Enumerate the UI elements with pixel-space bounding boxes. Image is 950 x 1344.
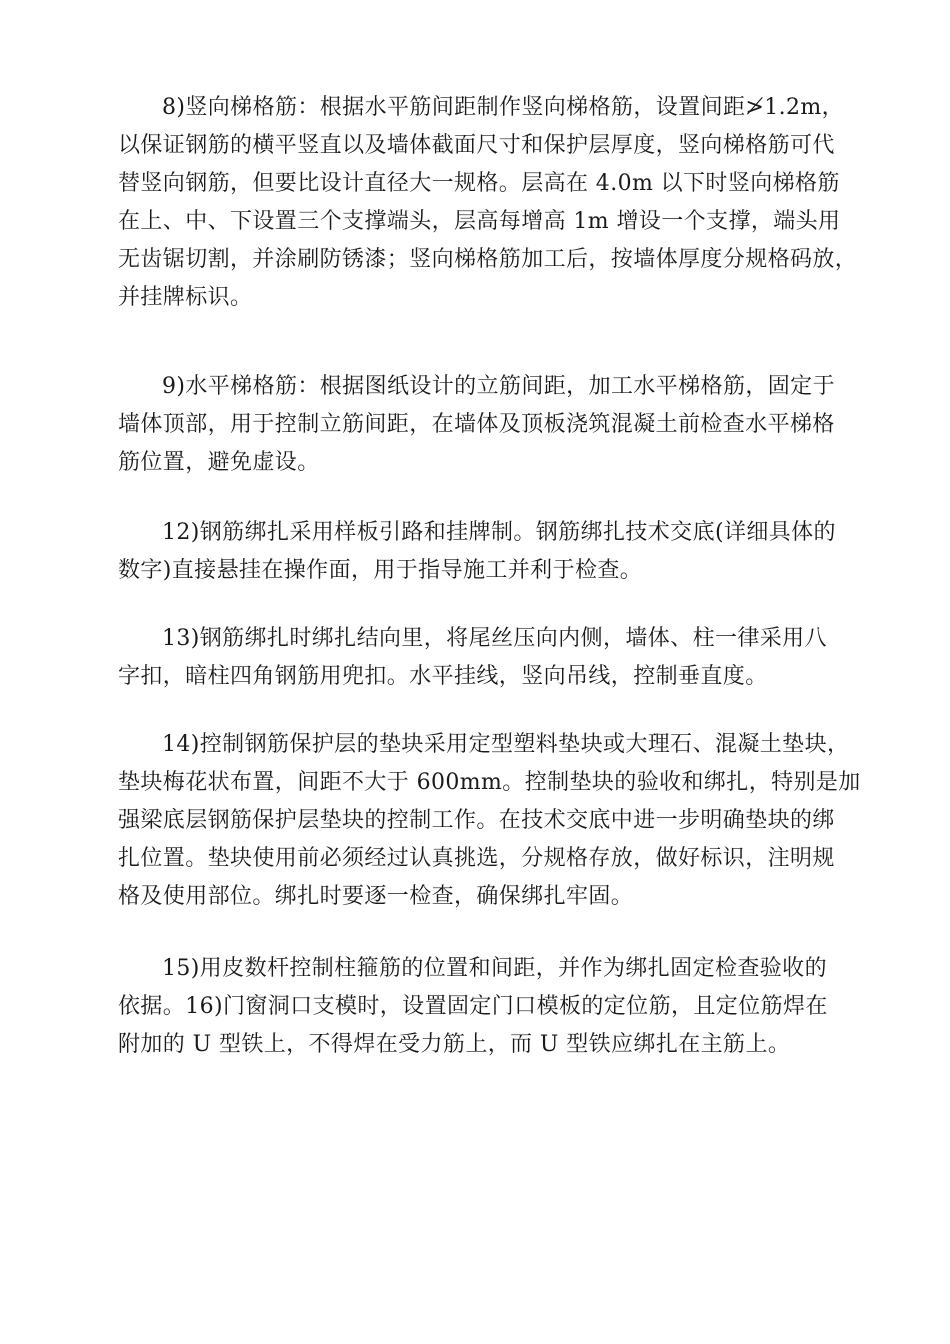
- paragraph-line: 垫块梅花状布置，间距不大于 600mm。控制垫块的验收和绑扎，特别是加: [118, 770, 861, 795]
- paragraph-line: 筋位置，避免虚设。: [118, 450, 320, 475]
- paragraph-line: 9)水平梯格筋：根据图纸设计的立筋间距，加工水平梯格筋，固定于: [162, 374, 835, 399]
- paragraph-line: 数字)直接悬挂在操作面，用于指导施工并利于检查。: [118, 558, 643, 583]
- paragraph-line: 12)钢筋绑扎采用样板引路和挂牌制。钢筋绑扎技术交底(详细具体的: [162, 520, 836, 545]
- paragraph-line: 15)用皮数杆控制柱箍筋的位置和间距，并作为绑扎固定检查验收的: [162, 956, 827, 981]
- paragraph-line: 墙体顶部，用于控制立筋间距，在墙体及顶板浇筑混凝土前检查水平梯格: [118, 412, 835, 437]
- paragraph-line: 14)控制钢筋保护层的垫块采用定型塑料垫块或大理石、混凝土垫块，: [162, 732, 850, 757]
- paragraph-line: 以保证钢筋的横平竖直以及墙体截面尺寸和保护层厚度，竖向梯格筋可代: [118, 133, 835, 158]
- paragraph-8: [118, 89, 858, 317]
- paragraph-line: 格及使用部位。绑扎时要逐一检查，确保绑扎牢固。: [118, 884, 634, 909]
- paragraph-line: 字扣，暗柱四角钢筋用兜扣。水平挂线，竖向吊线，控制垂直度。: [118, 664, 768, 689]
- paragraph-9: [118, 368, 838, 482]
- paragraph-line: 在上、中、下设置三个支撑端头，层高每增高 1m 增设一个支撑，端头用: [118, 209, 841, 234]
- paragraph-line: 附加的 U 型铁上，不得焊在受力筋上，而 U 型铁应绑扎在主筋上。: [118, 1032, 791, 1057]
- paragraph-15: [118, 950, 838, 1064]
- paragraph-line: 扎位置。垫块使用前必须经过认真挑选，分规格存放，做好标识，注明规: [118, 846, 835, 871]
- paragraph-line: 无齿锯切割，并涂刷防锈漆；竖向梯格筋加工后，按墙体厚度分规格码放，: [118, 247, 858, 272]
- paragraph-line: 依据。16)门窗洞口支模时，设置固定门口模板的定位筋，且定位筋焊在: [118, 994, 828, 1019]
- paragraph-line: 并挂牌标识。: [118, 285, 253, 310]
- paragraph-line: 替竖向钢筋，但要比设计直径大一规格。层高在 4.0m 以下时竖向梯格筋: [118, 171, 840, 196]
- paragraph-12: [118, 514, 838, 590]
- paragraph-14: [118, 726, 861, 916]
- paragraph-line: 强梁底层钢筋保护层垫块的控制工作。在技术交底中进一步明确垫块的绑: [118, 808, 835, 833]
- paragraph-line: 13)钢筋绑扎时绑扎结向里，将尾丝压向内侧，墙体、柱一律采用八: [162, 626, 827, 651]
- paragraph-line: 8)竖向梯格筋：根据水平筋间距制作竖向梯格筋，设置间距≯1.2m，: [162, 95, 845, 120]
- paragraph-13: [118, 620, 838, 696]
